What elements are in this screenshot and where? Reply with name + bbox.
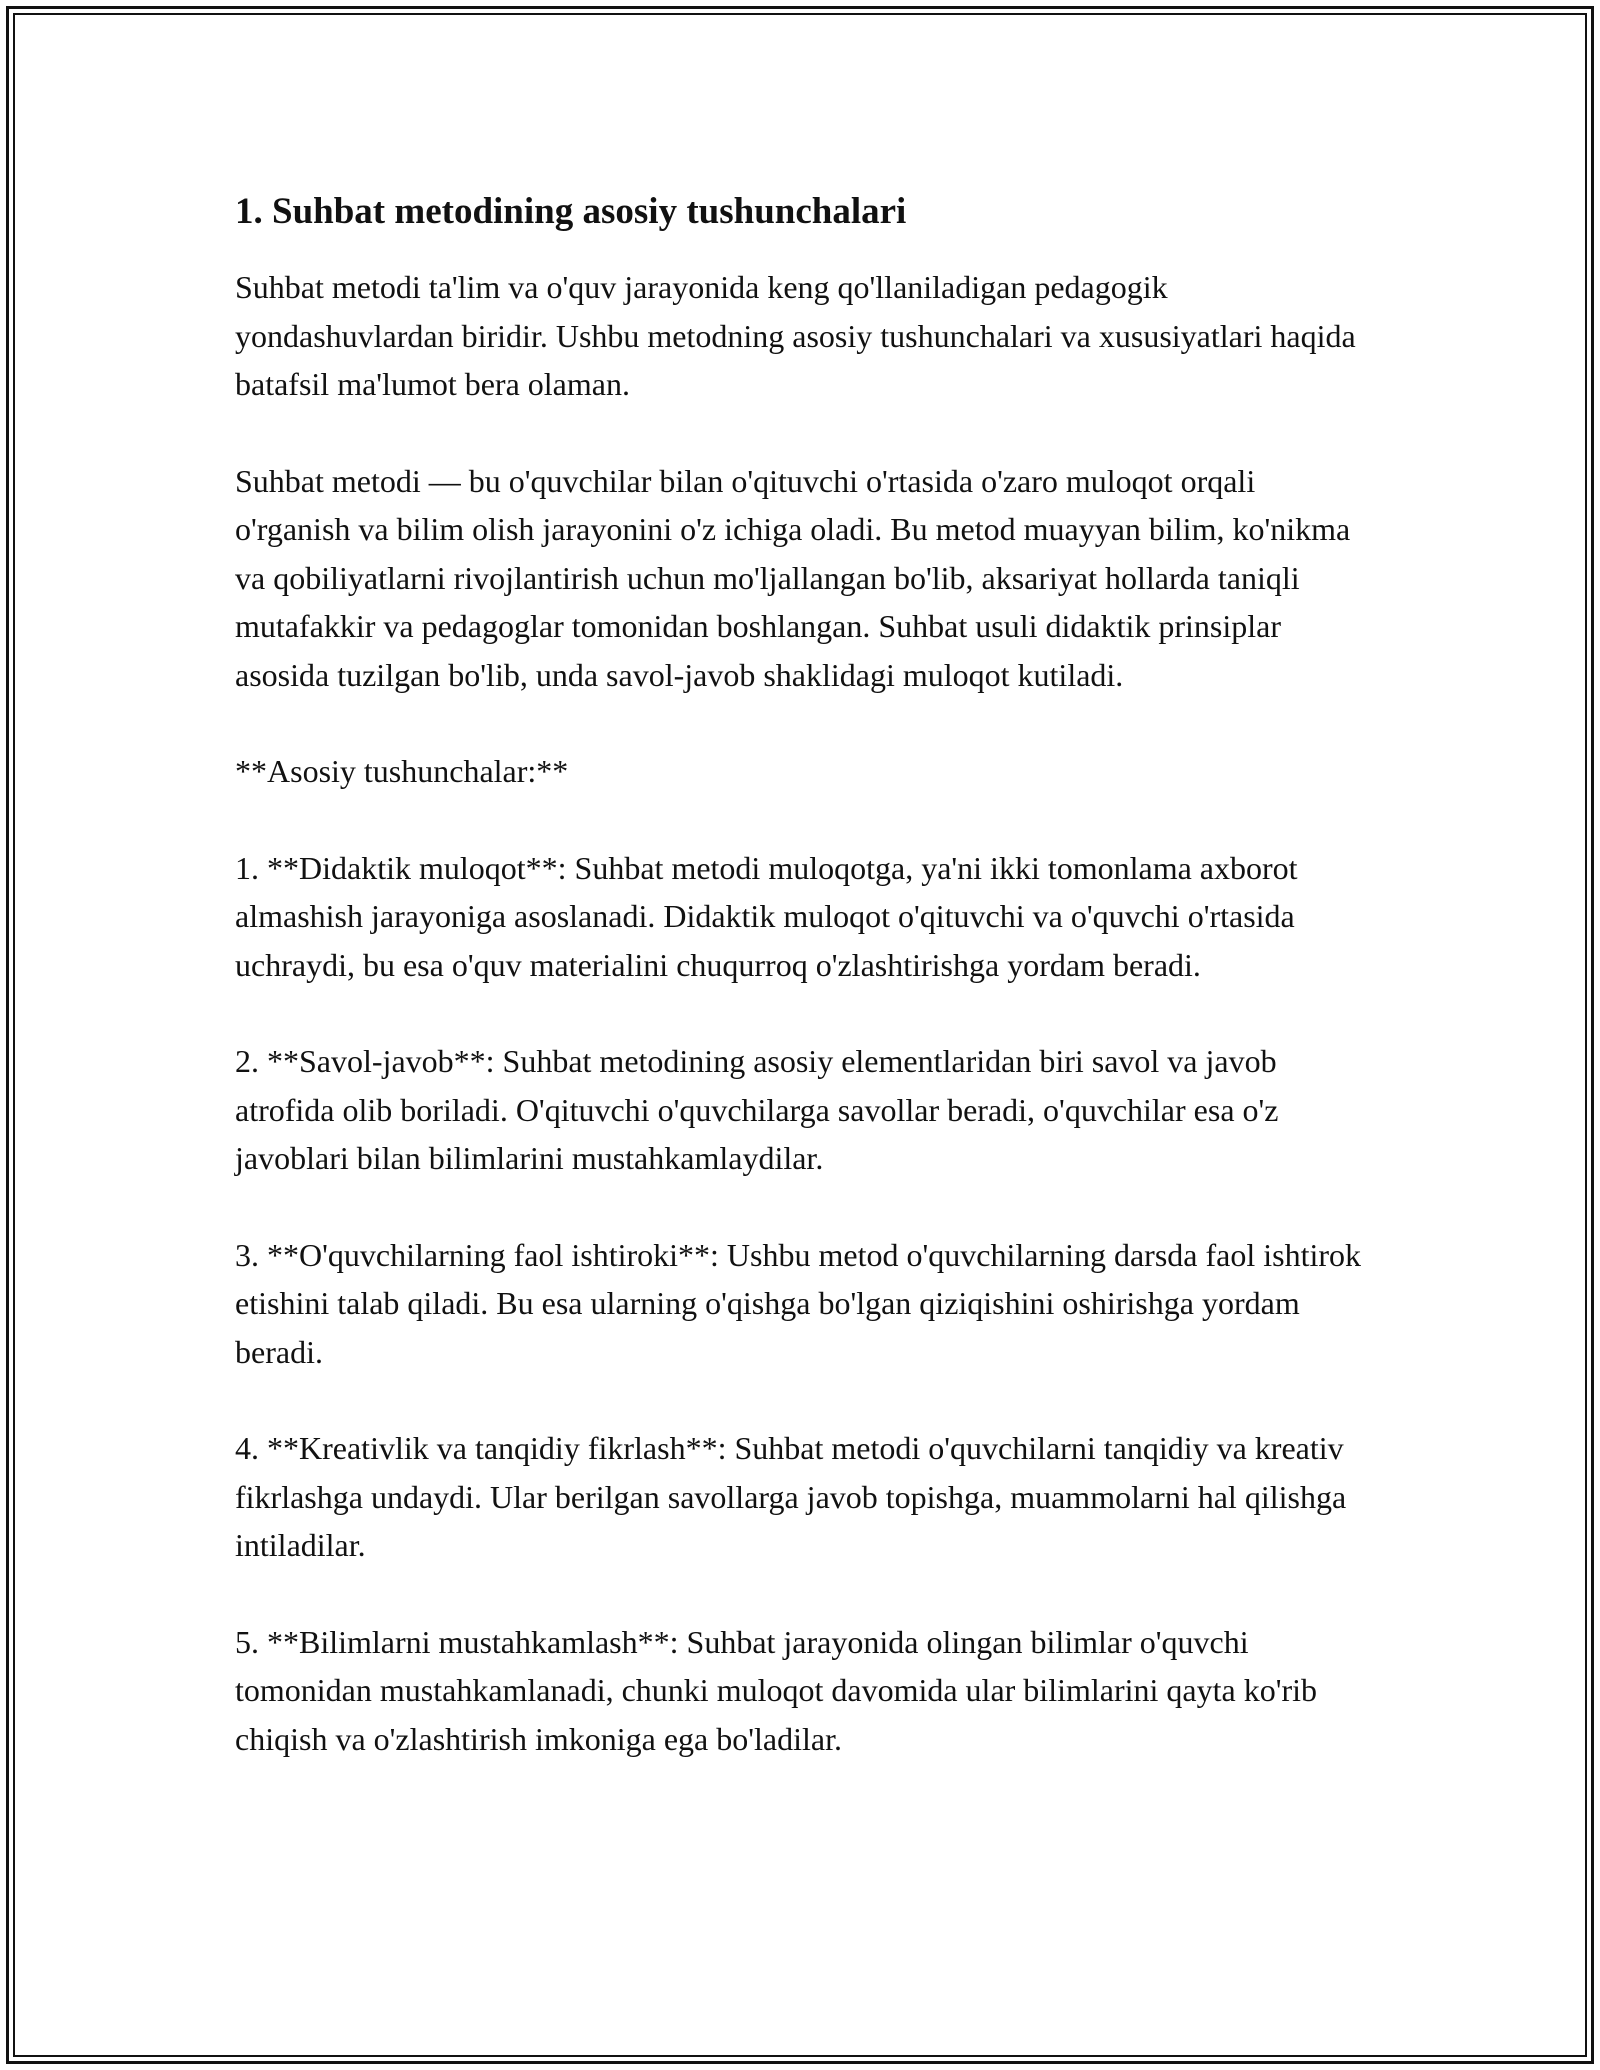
list-item-savol-javob: 2. **Savol-javob**: Suhbat metodining asosiy elementlaridan biri savol va javob atrofida olib boriladi. O'qituvchi o'quvchilarga savollar beradi, o'quvchilar esa o'z javoblari bilan bilimlarini mustahkamlaydilar. <box>235 1043 1279 1176</box>
page-title: 1. Suhbat metodining asosiy tushunchalari <box>235 191 907 232</box>
document-body <box>235 186 1375 1811</box>
list-item-kreativlik: 4. **Kreativlik va tanqidiy fikrlash**: Suhbat metodi o'quvchilarni tanqidiy va kreativ fikrlashga undaydi. Ular berilgan savollarga javob topishga, muammolarni hal qilishga intiladilar. <box>235 1430 1347 1563</box>
section-heading-asosiy-tushunchalar: **Asosiy tushunchalar:** <box>235 753 569 789</box>
list-item-bilimlarni-mustahkamlash: 5. **Bilimlarni mustahkamlash**: Suhbat jarayonida olingan bilimlar o'quvchi tomonidan mustahkamlanadi, chunki muloqot davomida ular bilimlarini qayta ko'rib chiqish va o'zlashtirish imkoniga ega bo'ladilar. <box>235 1623 1317 1757</box>
definition-paragraph: Suhbat metodi — bu o'quvchilar bilan o'qituvchi o'rtasida o'zaro muloqot orqali o'rganish va bilim olish jarayonini o'z ichiga oladi. Bu metod muayyan bilim, ko'nikma va qobiliyatlarni rivojlantirish uchun mo'ljallangan bo'lib, aksariyat hollarda taniqli mutafakkir va pedagoglar tomonidan boshlangan. Suhbat usuli didaktik prinsiplar asosida tuzilgan bo'lib, unda savol-javob shaklidagi muloqot kutiladi. <box>235 462 1351 693</box>
list-item-didaktik-muloqot: 1. **Didaktik muloqot**: Suhbat metodi muloqotga, ya'ni ikki tomonlama axborot almashish jarayoniga asoslanadi. Didaktik muloqot o'qituvchi va o'quvchi o'rtasida uchraydi, bu esa o'quv materialini chuqurroq o'zlashtirishga yordam beradi. <box>235 849 1298 983</box>
list-item-faol-ishtirok: 3. **O'quvchilarning faol ishtiroki**: Ushbu metod o'quvchilarning darsda faol ishtirok etishini talab qiladi. Bu esa ularning o'qishga bo'lgan qiziqishini oshirishga yordam beradi. <box>235 1236 1362 1370</box>
intro-paragraph: Suhbat metodi ta'lim va o'quv jarayonida keng qo'llaniladigan pedagogik yondashuvlardan biridir. Ushbu metodning asosiy tushunchalari va xususiyatlari haqida batafsil ma'lumot bera olaman. <box>235 269 1356 402</box>
